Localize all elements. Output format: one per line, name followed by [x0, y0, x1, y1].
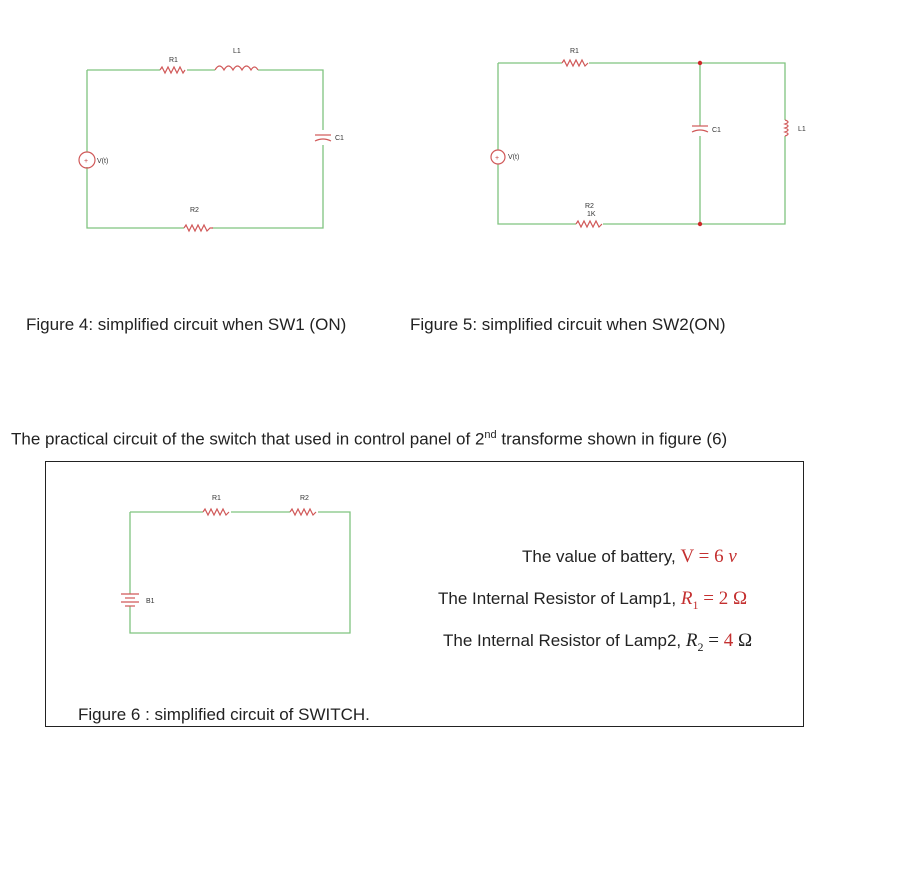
- practical-text-before: The practical circuit of the switch that used in control panel of 2: [11, 429, 485, 449]
- figure5-source-label: V(t): [508, 154, 520, 161]
- figure5-r2-label: R2: [585, 203, 594, 210]
- lamp1-equation: [680, 588, 748, 612]
- figure6-battery-icon: [121, 594, 139, 606]
- figure6-wires: [130, 512, 350, 633]
- lamp1-value-line: [438, 588, 747, 613]
- battery-equation: [680, 546, 736, 567]
- lamp2-equation: [685, 630, 753, 654]
- lamp2-subscript: 2: [697, 639, 704, 654]
- battery-unit: v: [728, 546, 737, 567]
- figure4-r2-label: R2: [190, 207, 199, 214]
- battery-equals: =: [698, 546, 710, 567]
- figure5-l1-label: L1: [798, 126, 806, 133]
- lamp1-value: 2: [718, 588, 729, 609]
- practical-superscript: nd: [484, 429, 497, 441]
- lamp1-subscript: 1: [692, 597, 699, 612]
- lamp2-symbol: R: [685, 630, 698, 651]
- figure6-r1-label: R1: [212, 495, 221, 502]
- battery-value-line: [522, 546, 737, 568]
- figure4-caption: Figure 4: simplified circuit when SW1 (ON): [26, 315, 347, 334]
- battery-symbol: V: [680, 546, 694, 567]
- lamp2-value: 4: [723, 630, 734, 651]
- lamp2-value-line: [443, 630, 752, 655]
- figure6-caption: Figure 6 : simplified circuit of SWITCH.: [78, 705, 370, 724]
- practical-text-after: transforme shown in figure (6): [496, 429, 728, 449]
- lamp2-label: The Internal Resistor of Lamp2,: [443, 631, 682, 650]
- lamp1-symbol: R: [680, 588, 693, 609]
- figure5-r2-value: 1K: [587, 211, 596, 218]
- figure6-battery-label: B1: [146, 598, 155, 605]
- figure4-l1-label: L1: [233, 48, 241, 55]
- lamp1-unit: Ω: [732, 588, 748, 609]
- figure5-c1-label: C1: [712, 127, 721, 134]
- figure6-r2-resistor: [290, 509, 316, 515]
- lamp1-equals: =: [703, 588, 714, 609]
- figure5-r1-label: R1: [570, 48, 579, 55]
- lamp2-equals: =: [708, 630, 719, 651]
- figure5-caption: Figure 5: simplified circuit when SW2(ON): [410, 315, 726, 334]
- lamp2-unit: Ω: [737, 630, 753, 651]
- svg-text:+: +: [495, 155, 500, 162]
- figure4-source-label: V(t): [97, 158, 109, 165]
- battery-label: The value of battery,: [522, 547, 676, 566]
- battery-value: 6: [714, 546, 724, 567]
- figure6-r1-resistor: [203, 509, 229, 515]
- lamp1-label: The Internal Resistor of Lamp1,: [438, 589, 677, 608]
- svg-text:+: +: [84, 158, 89, 165]
- figure6-r2-label: R2: [300, 495, 309, 502]
- figure4-c1-label: C1: [335, 135, 344, 142]
- figure4-r1-label: R1: [169, 57, 178, 64]
